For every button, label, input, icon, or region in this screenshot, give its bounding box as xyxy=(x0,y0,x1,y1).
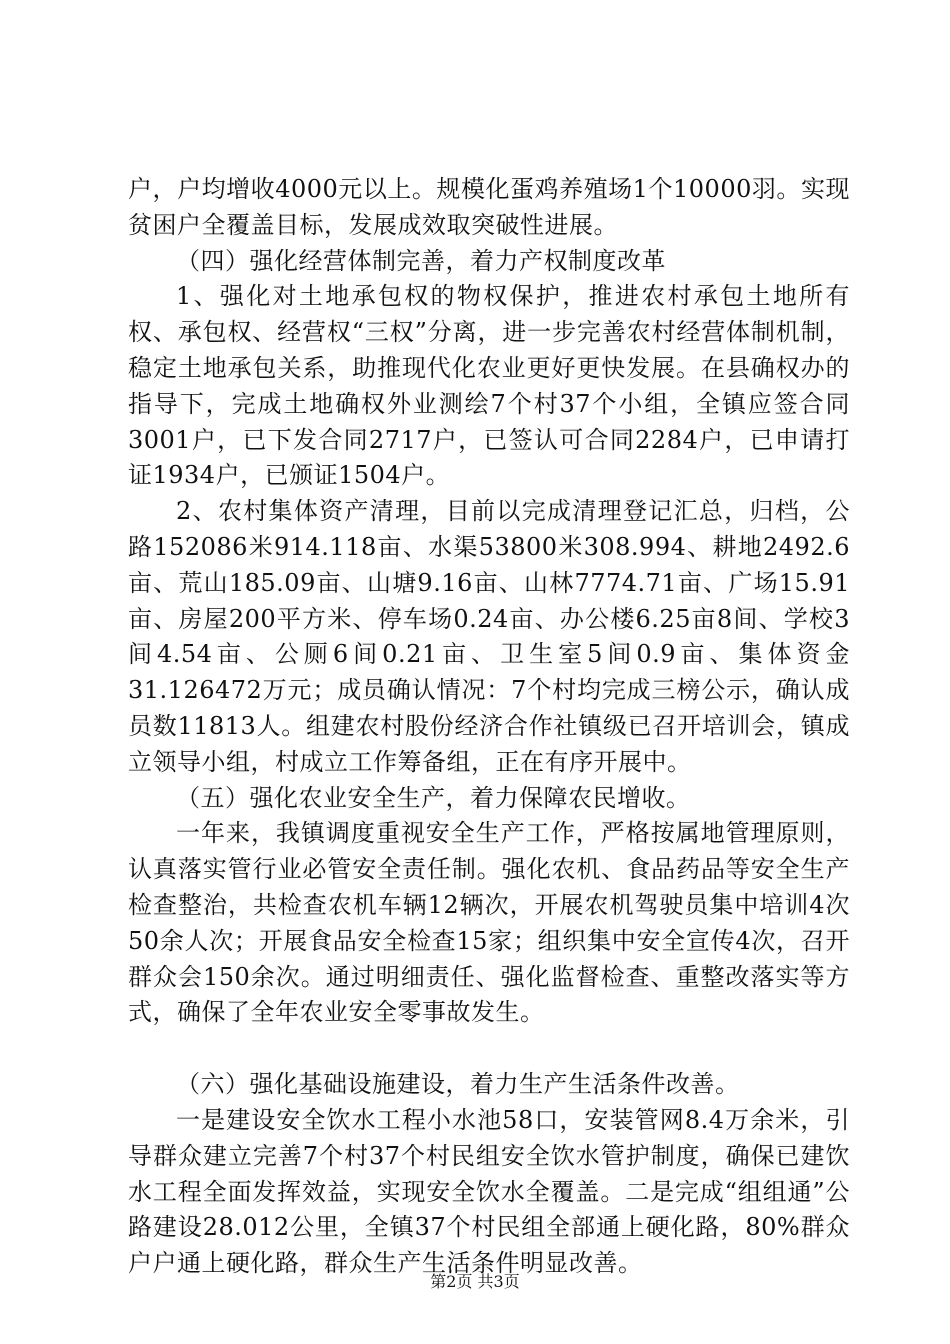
paragraph-spacer xyxy=(128,1031,850,1067)
paragraph-land-rights: 1、强化对土地承包权的物权保护，推进农村承包土地所有权、承包权、经营权“三权”分离，进一步完善农村经营体制机制，稳定土地承包关系，助推现代化农业更好更快发展。在县确权办的指导下，完成土地确权外业测绘7个村37个小组，全镇应签合同3001户，已下发合同2717户，已签认可合同2284户，已申请打证1934户，已颁证1504户。 xyxy=(128,282,850,490)
heading-section-4: （四）强化经营体制完善，着力产权制度改革 xyxy=(176,246,666,275)
paragraph-collective-assets: 2、农村集体资产清理，目前以完成清理登记汇总，归档，公路152086米914.118亩、水渠53800米308.994、耕地2492.6亩、荒山185.09亩、山塘9.16亩、山林7774.71亩、广场15.91亩、房屋200平方米、停车场0.24亩、办公楼6.25亩8间、学校3间4.54亩、公厕6间0.21亩、卫生室5间0.9亩、集体资金31.126472万元；成员确认情况：7个村均完成三榜公示，确认成员数11813人。组建农村股份经济合作社镇级已召开培训会，镇成立领导小组，村成立工作筹备组，正在有序开展中。 xyxy=(128,497,850,776)
document-body xyxy=(128,172,850,1282)
heading-section-5: （五）强化农业安全生产，着力保障农民增收。 xyxy=(176,783,691,812)
page-number-footer: 第2页 共3页 xyxy=(430,1272,520,1291)
paragraph-poverty-results: 户，户均增收4000元以上。规模化蛋鸡养殖场1个10000羽。实现贫困户全覆盖目标，发展成效取突破性进展。 xyxy=(128,175,850,239)
paragraph-infrastructure: 一是建设安全饮水工程小水池58口，安装管网8.4万余米，引导群众建立完善7个村37个村民组安全饮水管护制度，确保已建饮水工程全面发挥效益，实现安全饮水全覆盖。二是完成“组组通”公路建设28.012公里，全镇37个村民组全部通上硬化路，80%群众户户通上硬化路，群众生产生活条件明显改善。 xyxy=(128,1105,850,1278)
heading-section-6: （六）强化基础设施建设，着力生产生活条件改善。 xyxy=(176,1070,740,1099)
paragraph-safety-production: 一年来，我镇调度重视安全生产工作，严格按属地管理原则，认真落实管行业必管安全责任制。强化农机、食品药品等安全生产检查整治，共检查农机车辆12辆次，开展农机驾驶员集中培训4次50余人次；开展食品安全检查15家；组织集中安全宣传4次，召开群众会150余次。通过明细责任、强化监督检查、重整改落实等方式，确保了全年农业安全零事故发生。 xyxy=(128,819,850,1027)
